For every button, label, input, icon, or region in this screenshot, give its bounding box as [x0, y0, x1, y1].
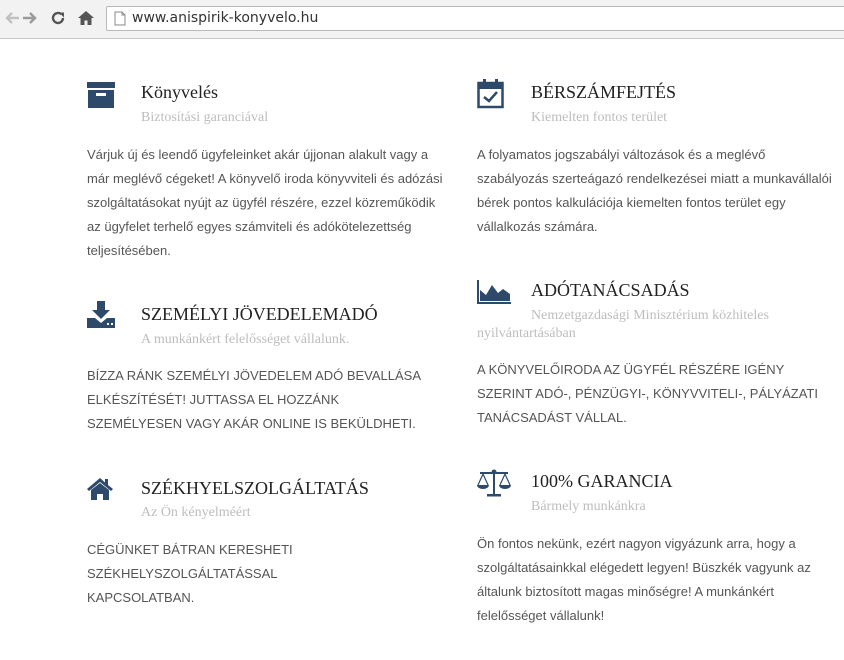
download-tray-icon — [87, 301, 115, 333]
section-text: BÍZZA RÁNK SZEMÉLYI JÖVEDELEM ADÓ BEVALLÁSA ELKÉSZÍTÉSÉT! JUTTASSA EL HOZZÁNK SZEMÉLYESEN VAGY AKÁR ONLINE IS BEKÜLDHETI. — [87, 368, 421, 431]
archive-box-icon — [87, 82, 115, 113]
home-button-icon[interactable] — [76, 8, 96, 28]
reload-icon[interactable] — [48, 8, 68, 28]
section-title: BÉRSZÁMFEJTÉS — [531, 82, 677, 102]
section-title: Könyvelés — [141, 82, 218, 102]
section-subtitle: Nemzetgazdasági Minisztérium közhiteles nyilvántartásában — [477, 308, 769, 341]
calendar-check-icon — [477, 79, 504, 114]
section-text: A KÖNYVELŐIRODA AZ ÜGYFÉL RÉSZÉRE IGÉNY SZERINT ADÓ-, PÉNZÜGYI-, KÖNYVVITELI-, PÁLYÁZATI TANÁCSADÁST VÁLLAL. — [477, 362, 818, 425]
area-chart-icon — [477, 280, 511, 309]
section-text: Várjuk új és leendő ügyfeleinket akár újjonan alakult vagy a már meglévő cégeket! A könyvelő iroda könyvviteli és adózási szolgáltatásokat nyújt az ügyfél részére, ezzel közreműködik az ügyfelet terhelő egyes számviteli és adókötelezettség teljesítésében. — [87, 147, 443, 258]
section-text: Ön fontos nekünk, ezért nagyon vigyázunk arra, hogy a szolgáltatásainkkal elégedett legyen! Büszkék vagyunk az általunk biztosított magas minőségre! A munkánkért felelősséget vállalunk! — [477, 536, 811, 623]
section-subtitle: Kiemelten fontos terület — [531, 110, 668, 125]
forward-arrow-icon[interactable] — [20, 8, 40, 28]
address-bar[interactable] — [106, 6, 844, 31]
home-icon — [87, 478, 113, 505]
section-text: CÉGÜNKET BÁTRAN KERESHETI SZÉKHELYSZOLGÁLTATÁSSAL KAPCSOLATBAN. — [87, 542, 293, 605]
section-title: ADÓTANÁCSADÁS — [531, 280, 690, 300]
back-arrow-icon[interactable] — [2, 8, 22, 28]
browser-toolbar — [0, 0, 844, 39]
section-title: SZÉKHYELSZOLGÁLTATÁS — [141, 478, 369, 498]
url-text[interactable]: www.anispirik-konyvelo.hu — [132, 10, 319, 26]
section-text: A folyamatos jogszabályi változások és a meglévő szabályozás szerteágazó rendelkezései miatt a munkavállalói bérek pontos kalkulációja kiemelten fontos terület egy vállalkozás számára. — [477, 147, 832, 234]
section-subtitle: Az Ön kényelméért — [141, 505, 251, 520]
section-title: SZEMÉLYI JÖVEDELEMADÓ — [141, 304, 378, 324]
section-subtitle: A munkánkért felelősséget vállalunk. — [141, 332, 350, 347]
scales-icon — [477, 469, 511, 502]
page-icon — [114, 11, 126, 31]
section-title: 100% GARANCIA — [531, 471, 673, 491]
section-subtitle: Bármely munkánkra — [531, 499, 646, 514]
section-subtitle: Biztosítási garanciával — [141, 110, 269, 125]
